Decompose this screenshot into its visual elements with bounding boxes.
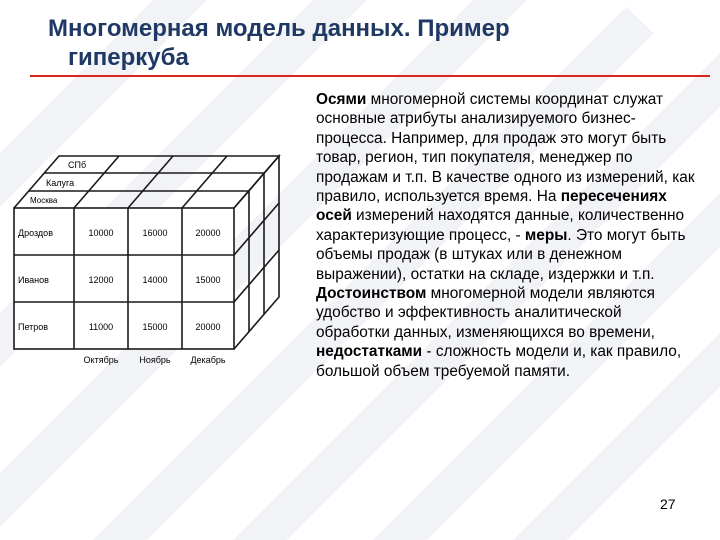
cell-value: 20000 [195,322,221,332]
page-number: 27 [660,496,676,512]
bold-term: Осями [316,91,367,108]
row-label-drozdov: Дроздов [18,228,53,238]
cell-value: 15000 [195,275,221,285]
text-span: многомерной модели являются удобство и эффективность аналитической обработки данных, изменяющихся во времени, [316,285,655,341]
paragraph-advantages [316,284,696,381]
text-span: . Это могут быть объемы продаж (в штуках или в денежном выражении), остатки на складе, издержки и т.п. [316,226,686,283]
row-label-petrov: Петров [18,322,49,332]
cell-value: 14000 [142,275,168,285]
text-span: измерений находятся данные, количественно характеризующие процесс, - [316,207,685,244]
text-span: многомерной системы координат служат основные атрибуты анализируемого бизнес-процесса. Например, для продаж это могут быть товар, регион, тип покупателя, менеджер по продажам и т.п. В качестве одного из измерений, как правило, используется время. На [316,91,695,206]
bold-term: недостатками [316,343,423,361]
cell-value: 11000 [88,322,114,332]
hypercube-diagram [0,140,320,380]
row-label-ivanov: Иванов [18,275,49,285]
paragraph-axes [316,90,696,284]
cell-value: 16000 [142,228,168,238]
slide-title [48,14,668,72]
month-label-october: Октябрь [83,355,119,365]
text-span: - сложность модели и, как правило, большой объем требуемой памяти. [316,343,682,380]
title-line-2: гиперкуба [68,44,189,71]
layer-label-kaluga: Калуга [46,178,75,188]
month-label-december: Декабрь [190,355,226,365]
bold-term: Достоинством [316,285,427,303]
layer-label-moscow: Москва [30,196,58,205]
layer-label-spb: СПб [68,160,87,170]
bold-term: меры [524,226,568,244]
bold-term: пересечениях осей [316,188,667,225]
title-underline [30,75,710,77]
cell-value: 10000 [88,228,114,238]
cell-value: 12000 [88,275,114,285]
month-label-november: Ноябрь [139,355,171,365]
cell-value: 20000 [195,228,221,238]
title-line-1: Многомерная модель данных. Пример [48,15,510,42]
cell-value: 15000 [142,322,168,332]
description-text [316,90,696,381]
